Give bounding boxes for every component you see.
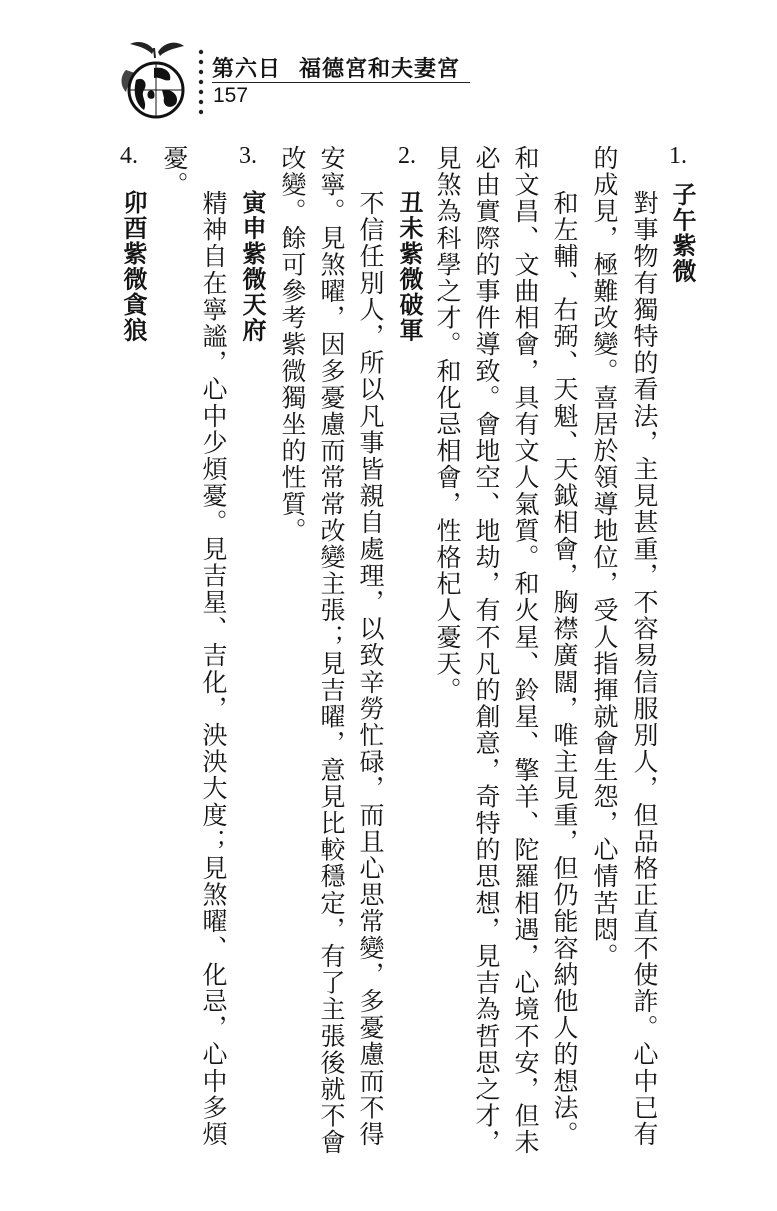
text-column: 對事物有獨特的看法，主見甚重，不容易信服別人，但品格正直不使詐。心中已有 (630, 190, 659, 1148)
text-column: 的成見，極難改變。喜居於領導地位，受人指揮就會生怨，心情苦悶。 (590, 145, 619, 970)
globe-apple-logo-icon (118, 40, 190, 120)
section-number: 4. (120, 143, 138, 169)
chapter-day: 第六日 (212, 57, 282, 82)
section-heading: 寅申紫微天府 (238, 190, 266, 343)
decorative-dots-divider (197, 48, 205, 118)
text-column: 憂。 (160, 145, 189, 199)
header-rule (212, 82, 470, 83)
section-heading: 丑未紫微破軍 (395, 190, 423, 343)
text-column: 見煞為科學之才。和化忌相會，性格杞人憂天。 (433, 145, 462, 704)
text-column: 安寧。見煞曜，因多憂慮而常常改變主張；見吉曜，意見比較穩定，有了主張後就不會 (317, 145, 346, 1156)
text-column: 必由實際的事件導致。會地空、地劫，有不凡的創意，奇特的思想，見吉為哲思之才， (472, 145, 501, 1156)
chapter-title (212, 52, 460, 83)
text-column: 不信任別人，所以凡事皆親自處理，以致辛勞忙碌，而且心思常變，多憂慮而不得 (356, 190, 385, 1148)
section-number: 1. (669, 143, 687, 169)
section-heading: 卯酉紫微貪狼 (119, 190, 147, 343)
text-column: 改變。餘可參考紫微獨坐的性質。 (278, 145, 307, 544)
section-number: 2. (398, 143, 416, 169)
section-number: 3. (239, 143, 257, 169)
page-header (0, 0, 777, 130)
text-column: 和左輔、右弼、天魁、天鉞相會，胸襟廣闊，唯主見重，但仍能容納他人的想法。 (550, 190, 579, 1148)
section-heading: 子午紫微 (668, 182, 696, 284)
text-column: 精神自在寧謐，心中少煩憂。見吉星、吉化，泱泱大度；見煞曜、化忌，心中多煩 (199, 190, 228, 1148)
chapter-name: 福德宮和夫妻宮 (299, 57, 461, 82)
page-number: 157 (213, 84, 249, 107)
text-column: 和文昌、文曲相會，具有文人氣質。和火星、鈴星、擎羊、陀羅相遇，心境不安，但未 (511, 145, 540, 1156)
